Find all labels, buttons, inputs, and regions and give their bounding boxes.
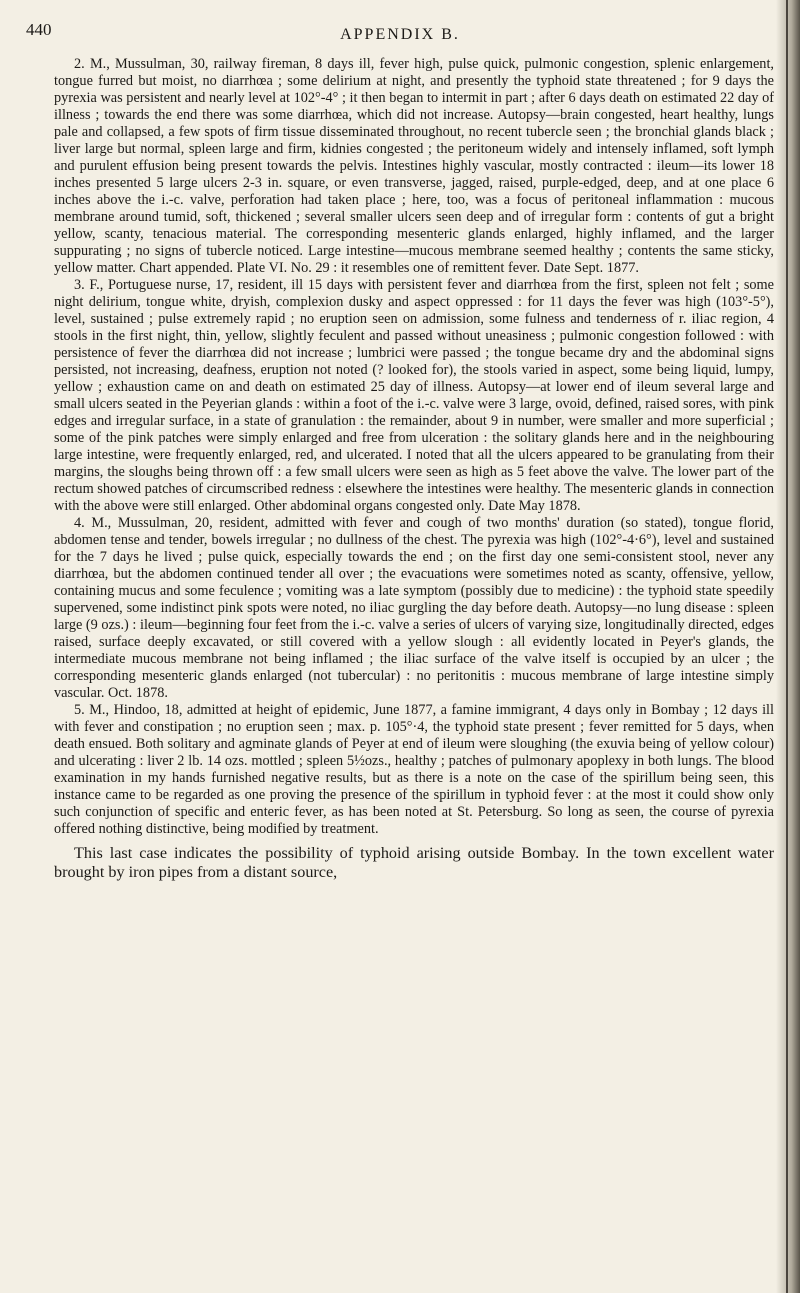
case-paragraph-3: 3. F., Portuguese nurse, 17, resident, ill 15 days with persistent fever and diarrhœa from the first, spleen not felt ; some night delirium, tongue white, dryish, complexion dusky and aspect oppressed : for 11 days the fever was high (103°-5°), level, sustained ; pulse extremely rapid ; no eruption seen on admission, some fulness and tenderness of r. iliac region, 4 stools in the first night, thin, yellow, slightly feculent and passed without uneasiness ; pulmonic congestion followed : with persistence of fever the diarrhœa did not increase ; lumbrici were passed ; the tongue became dry and the abdominal signs persisted, not increasing, deafness, eruption not noted (? looked for), the stools varied in aspect, some being liquid, lumpy, yellow ; exhaustion came on and death on estimated 25 day of illness. Autopsy—at lower end of ileum several large and small ulcers seated in the Peyerian glands : within a foot of the i.-c. valve were 3 large, ovoid, defined, raised sores, with pink edges and irregular surface, in a state of granulation : the remainder, about 9 in number, were smaller and more superficial ; some of the pink patches were simply enlarged and free from ulceration : the solitary glands here and in the neighbouring large intestine, were frequently enlarged, red, and ulcerated. I noted that all the ulcers appeared to be granulating from their margins, the sloughs being thrown off : a few small ulcers were seen as high as 5 feet above the valve. The lower part of the rectum showed patches of circumscribed redness : elsewhere the intestines were healthy. The mesenteric glands in connection with the above were still enlarged. Other abdominal organs congested only. Date May 1878. xyxy=(54,277,774,514)
body-text xyxy=(54,56,774,882)
page-edge-line xyxy=(786,0,788,1293)
page-number: 440 xyxy=(26,20,52,39)
page-edge-shadow xyxy=(776,0,800,1293)
closing-paragraph: This last case indicates the possibility of typhoid arising outside Bombay. In the town excellent water brought by iron pipes from a distant source, xyxy=(54,844,774,881)
case-paragraph-5: 5. M., Hindoo, 18, admitted at height of epidemic, June 1877, a famine immigrant, 4 days only in Bombay ; 12 days ill with fever and constipation ; no eruption seen ; max. p. 105°·4, the typhoid state present ; fever remitted for 5 days, when death ensued. Both solitary and agminate glands of Peyer at end of ileum were sloughing (the exuvia being of yellow colour) and ulcerating : liver 2 lb. 14 ozs. mottled ; spleen 5½ozs., healthy ; patches of pulmonary apoplexy in both lungs. The blood examination in my hands furnished negative results, but as there is a note on the case of the spirillum being seen, this instance came to be regarded as one proving the presence of the spirillum in typhoid fever : at the most it could show only such conjunction of specific and enteric fever, as has been noted at St. Petersburg. So long as seen, the course of pyrexia offered nothing distinctive, being modified by treatment. xyxy=(54,702,774,837)
case-paragraph-2: 2. M., Mussulman, 30, railway fireman, 8 days ill, fever high, pulse quick, pulmonic congestion, splenic enlargement, tongue furred but moist, no diarrhœa ; some delirium at night, and presently the typhoid state threatened ; for 9 days the pyrexia was persistent and nearly level at 102°-4° ; it then began to intermit in part ; after 6 days death on estimated 22 day of illness ; towards the end there was some diarrhœa, which did not increase. Autopsy—brain congested, heart healthy, lungs pale and collapsed, a few spots of firm tissue disseminated throughout, no recent tubercle seen ; the bronchial glands black ; liver large but normal, spleen large and firm, kidnies congested ; the peritoneum widely and intensely inflamed, soft lymph and purulent effusion being present towards the pelvis. Intestines highly vascular, mostly contracted : ileum—its lower 18 inches presented 5 large ulcers 2-3 in. square, or even transverse, jagged, raised, purple-edged, deep, and at one place 6 inches above the i.-c. valve, perforation had taken place ; here, too, was a focus of peritoneal inflammation : mucous membrane around tumid, soft, thickened ; several smaller ulcers seen deep and of irregular form : contents of gut a bright yellow, scanty, tenacious material. The corresponding mesenteric glands enlarged, highly inflamed, and the larger suppurating ; no signs of tubercle noticed. Large intestine—mucous membrane seemed healthy ; contents the same sticky, yellow matter. Chart appended. Plate VI. No. 29 : it resembles one of remittent fever. Date Sept. 1877. xyxy=(54,56,774,276)
running-head: APPENDIX B. xyxy=(340,26,460,43)
case-paragraph-4: 4. M., Mussulman, 20, resident, admitted with fever and cough of two months' duration (so stated), tongue florid, abdomen tense and tender, bowels irregular ; no dullness of the chest. The pyrexia was high (102°-4·6°), level and sustained for the 7 days he lived ; pulse quick, especially towards the end ; on the first day one semi-consistent stool, never any diarrhœa, but the abdomen continued tender all over ; the evacuations were sometimes noted as scanty, offensive, yellow, containing mucus and some feculence ; vomiting was a late symptom (possibly due to medicine) : the typhoid state speedily supervened, some indistinct pink spots were noted, no iliac gurgling the day before death. Autopsy—no lung disease : spleen large (9 ozs.) : ileum—beginning four feet from the i.-c. valve a series of ulcers of varying size, longitudinally directed, edges raised, surface deeply excavated, or still covered with a yellow slough : all evidently located in Peyer's glands, the intermediate mucous membrane not being inflamed ; the iliac surface of the valve itself is occupied by an ulcer ; the corresponding mesenteric glands enlarged (not tubercular) : no peritonitis : mucous membrane of large intestine simply vascular. Oct. 1878. xyxy=(54,515,774,701)
